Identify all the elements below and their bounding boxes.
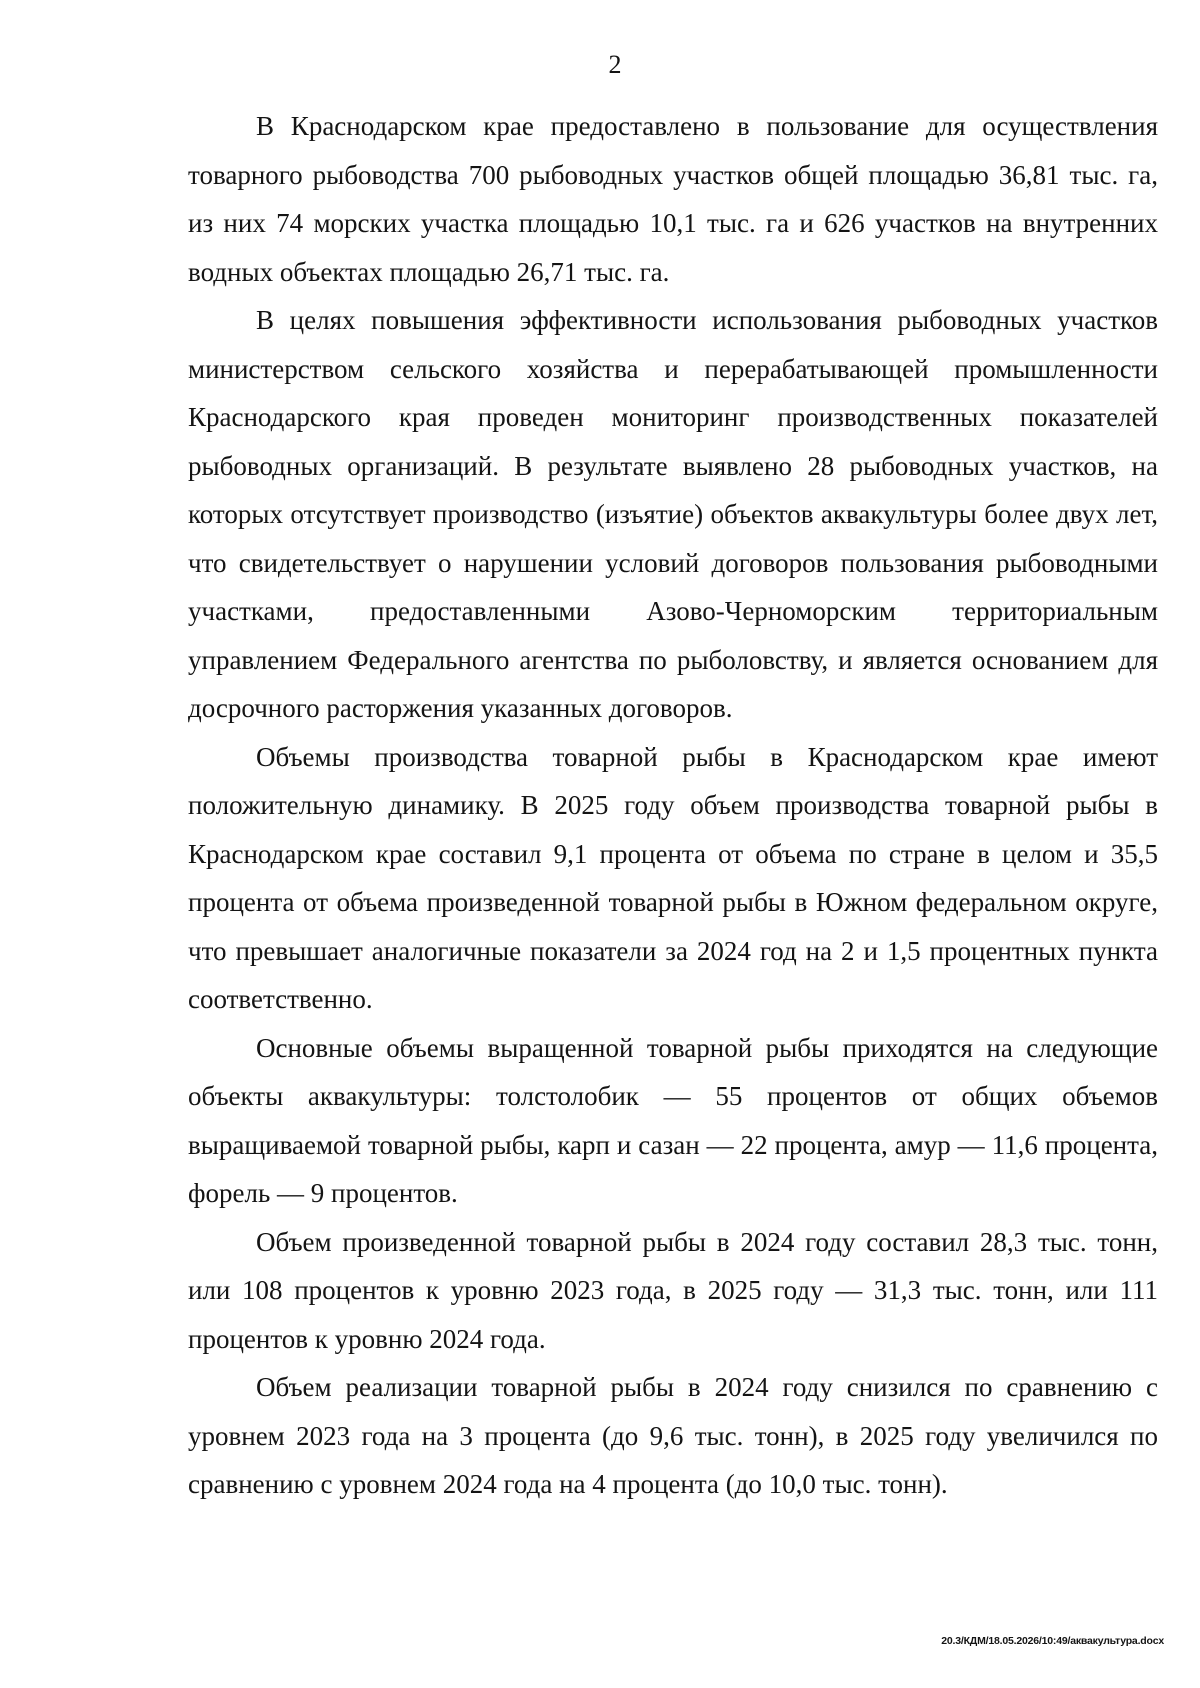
page-number: 2 [608, 50, 622, 79]
file-path-stamp: 20.3/КДМ/18.05.2026/10:49/аквакультура.docx [941, 1635, 1164, 1647]
paragraph-monitoring: В целях повышения эффективности использования рыбоводных участков министерством сельского хозяйства и перерабатывающей промышленности Краснодарского края проведен мониторинг производственных показателей рыбоводных организаций. В результате выявлено 28 рыбоводных участков, на которых отсутствует производство (изъятие) объектов аквакультуры более двух лет, что свидетельствует о нарушении условий договоров пользования рыбоводными участками, предоставленными Азово-Черноморским территориальным управлением Федерального агентства по рыболовству, и является основанием для досрочного расторжения указанных договоров. [188, 305, 1158, 723]
paragraph-species-structure: Основные объемы выращенной товарной рыбы приходятся на следующие объекты аквакультуры: толстолобик — 55 процентов от общих объемов выращиваемой товарной рыбы, карп и сазан — 22 процента, амур — 11,6 процента, форель — 9 процентов. [188, 1032, 1158, 1208]
document-body [188, 102, 1158, 1509]
paragraph-sales-volume: Объем реализации товарной рыбы в 2024 году снизился по сравнению с уровнем 2023 года на 3 процента (до 9,6 тыс. тонн), в 2025 году увеличился по сравнению с уровнем 2024 года на 4 процента (до 10,0 тыс. тонн). [188, 1372, 1158, 1499]
paragraph-production-dynamics: Объемы производства товарной рыбы в Краснодарском крае имеют положительную динамику. В 2025 году объем производства товарной рыбы в Краснодарском крае составил 9,1 процента от объема по стране в целом и 35,5 процента от объема произведенной товарной рыбы в Южном федеральном округе, что превышает аналогичные показатели за 2024 год на 2 и 1,5 процентных пункта соответственно. [188, 741, 1158, 1014]
paragraph-production-volume: Объем произведенной товарной рыбы в 2024 году составил 28,3 тыс. тонн, или 108 процентов к уровню 2023 года, в 2025 году — 31,3 тыс. тонн, или 111 процентов к уровню 2024 года. [188, 1226, 1158, 1354]
paragraph-fish-farming-plots: В Краснодарском крае предоставлено в пользование для осуществления товарного рыбоводства 700 рыбоводных участков общей площадью 36,81 тыс. га, из них 74 морских участка площадью 10,1 тыс. га и 626 участков на внутренних водных объектах площадью 26,71 тыс. га. [188, 111, 1158, 287]
